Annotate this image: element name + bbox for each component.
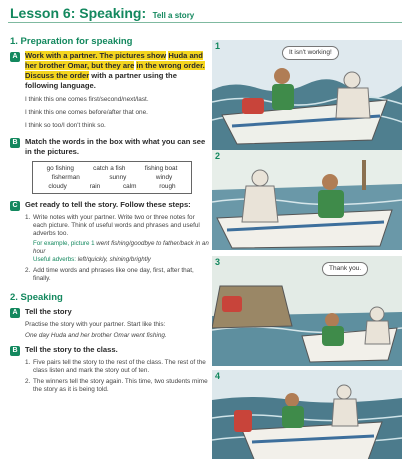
picture-2 (212, 150, 402, 250)
picture-4 (212, 370, 402, 459)
lesson-title: Lesson 6: Speaking: (10, 5, 147, 21)
task-c (10, 200, 210, 211)
word: catch a fish (93, 165, 126, 172)
task-badge: B (10, 138, 20, 148)
lesson-header (0, 0, 408, 26)
step-item (25, 378, 210, 394)
highlighted-text: Work with a partner. The pictures show (25, 51, 167, 60)
word: go fishing (46, 165, 74, 172)
step-item (25, 267, 210, 283)
task-2b (10, 345, 210, 356)
task-instruction: Tell the story (25, 307, 72, 316)
section-heading-preparation: 1. Preparation for speaking (10, 36, 133, 47)
picture-number: 4 (215, 371, 221, 381)
word-row (37, 164, 187, 173)
picture-number: 2 (215, 151, 221, 161)
task-instruction: Match the words in the box with what you can see in the pictures. (25, 137, 206, 156)
word: fishing boat (144, 165, 178, 172)
word: calm (122, 183, 137, 190)
word: rain (89, 183, 101, 190)
word-box (32, 161, 192, 194)
highlighted-text: in the wrong order. Discuss the order (25, 61, 205, 80)
adverbs-label: Useful adverbs: (33, 256, 76, 263)
word: rough (159, 183, 176, 190)
speech-bubble: It isn't working! (282, 46, 339, 60)
picture-number: 3 (215, 257, 221, 267)
task-instruction: Get ready to tell the story. Follow these steps: (25, 200, 191, 209)
step-item (25, 359, 210, 375)
example-text: went fishing/goodbye to father/back in an hour (33, 240, 209, 255)
task-2a (10, 307, 210, 318)
word: windy (155, 174, 173, 181)
language-line: I think this one comes before/after that one. (25, 109, 148, 116)
harbour-departure-illustration (212, 150, 402, 250)
lesson-subtitle: Tell a story (152, 11, 195, 20)
task-badge: C (10, 201, 20, 211)
step-text: Add time words and phrases like one day, first, after that, finally. (33, 267, 194, 282)
step-number: 1. (25, 214, 31, 221)
task-b (10, 137, 210, 157)
step-text: Write notes with your partner. Write two or three notes for each picture. Think of useful words and phrases and useful adverbs too. (33, 214, 200, 237)
speech-bubble: Thank you. (322, 262, 368, 276)
picture-number: 1 (215, 41, 221, 51)
word-row (37, 182, 187, 191)
language-line: I think this one comes first/second/next/last. (25, 96, 149, 103)
header-divider (8, 22, 402, 23)
returning-home-illustration (212, 370, 402, 459)
word: fisherman (51, 174, 80, 181)
language-line: I think so too/I don't think so. (25, 122, 106, 129)
picture-3 (212, 256, 402, 366)
instructions-column (10, 28, 210, 394)
picture-1 (212, 40, 402, 150)
example-notes (33, 240, 210, 264)
highlighted-text: Huda and her brother Omar, but they are (25, 51, 203, 70)
word: sunny (109, 174, 127, 181)
task-a (10, 51, 210, 91)
step-number: 2. (25, 267, 31, 274)
task-badge: B (10, 346, 20, 356)
section-heading-speaking: 2. Speaking (10, 292, 63, 303)
task-instruction: Tell the story to the class. (25, 345, 118, 354)
adverbs-text: left/quickly, shining/brightly (76, 256, 151, 263)
catching-fish-illustration (212, 256, 402, 366)
example-label: For example, picture 1 (33, 240, 95, 247)
instruction-text: with a partner using the following language. (25, 71, 177, 90)
step-number: 2. (25, 378, 31, 385)
instruction-line: Practise the story with your partner. Start like this: (25, 321, 166, 328)
step-text: The winners tell the story again. This time, two students mime the story as it is being told. (33, 378, 208, 393)
step-number: 1. (25, 359, 31, 366)
example-sentence: One day Huda and her brother Omar went fishing. (25, 332, 167, 339)
word: cloudy (48, 183, 67, 190)
task-badge: A (10, 52, 20, 62)
step-item (25, 214, 210, 238)
task-instruction (25, 51, 210, 91)
task-badge: A (10, 308, 20, 318)
step-text: Five pairs tell the story to the rest of the class. The rest of the class listen and mark the story out of ten. (33, 359, 206, 374)
word-row (37, 173, 187, 182)
